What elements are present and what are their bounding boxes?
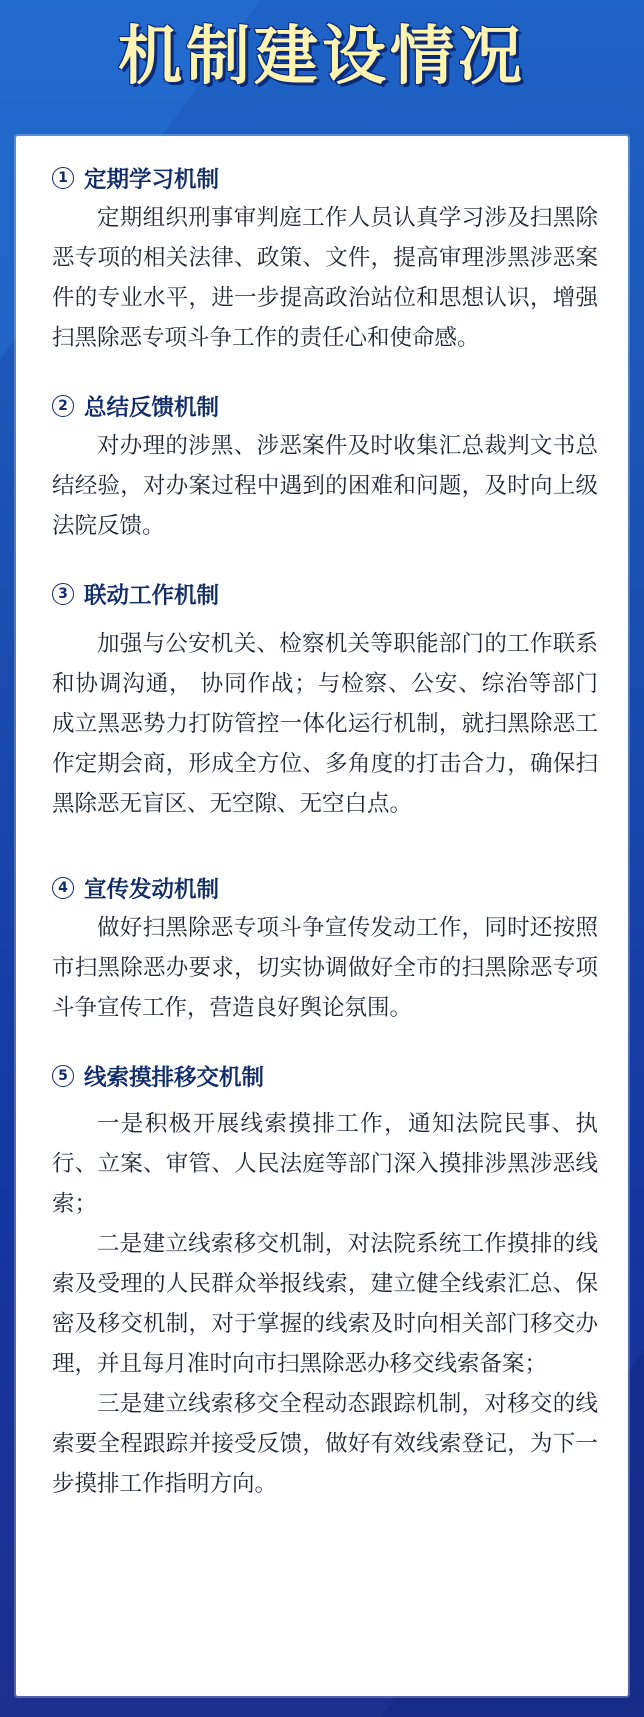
section-paragraph: 对办理的涉黑、涉恶案件及时收集汇总裁判文书总结经验，对办案过程中遇到的困难和问题，及时向上级法院反馈。 — [52, 433, 598, 539]
section-heading — [52, 868, 598, 908]
section-title: 总结反馈机制 — [84, 395, 220, 421]
section-title: 联动工作机制 — [84, 583, 220, 609]
section-heading — [52, 386, 598, 426]
section-heading — [52, 1056, 598, 1096]
circled-number: 5 — [52, 1065, 74, 1087]
section-title: 宣传发动机制 — [84, 877, 220, 903]
page-title: 机制建设情况 — [118, 20, 526, 94]
section-paragraph: 二是建立线索移交机制，对法院系统工作摸排的线索及受理的人民群众举报线索，建立健全线索汇总、保密及移交机制，对于掌握的线索及时向相关部门移交办理，并且每月准时向市扫黑除恶办移交线索备案； — [52, 1231, 598, 1377]
section-publicity-mechanism — [52, 868, 598, 1028]
section-study-mechanism — [52, 158, 598, 358]
section-linkage-mechanism — [52, 574, 598, 824]
section-paragraph: 加强与公安机关、检察机关等职能部门的工作联系和协调沟通， 协同作战；与检察、公安、综治等部门成立黑恶势力打防管控一体化运行机制，就扫黑除恶工作定期会商，形成全方位、多角度的打击合力，确保扫黑除恶无盲区、无空隙、无空白点。 — [52, 631, 598, 817]
circled-number: 2 — [52, 395, 74, 417]
section-clue-mechanism — [52, 1056, 598, 1504]
section-paragraph: 做好扫黑除恶专项斗争宣传发动工作，同时还按照市扫黑除恶办要求，切实协调做好全市的扫黑除恶专项斗争宣传工作，营造良好舆论氛围。 — [52, 915, 598, 1021]
circled-number: 3 — [52, 583, 74, 605]
section-heading — [52, 158, 598, 198]
circled-number: 1 — [52, 167, 74, 189]
section-feedback-mechanism — [52, 386, 598, 546]
section-title: 线索摸排移交机制 — [84, 1065, 265, 1091]
section-paragraph: 定期组织刑事审判庭工作人员认真学习涉及扫黑除恶专项的相关法律、政策、文件，提高审理涉黑涉恶案件的专业水平，进一步提高政治站位和思想认识，增强扫黑除恶专项斗争工作的责任心和使命感。 — [52, 205, 598, 351]
section-heading — [52, 574, 598, 614]
section-paragraph: 一是积极开展线索摸排工作，通知法院民事、执行、立案、审管、人民法庭等部门深入摸排涉黑涉恶线索； — [52, 1111, 598, 1217]
content-card — [16, 136, 628, 1696]
section-title: 定期学习机制 — [84, 167, 220, 193]
circled-number: 4 — [52, 877, 74, 899]
section-paragraph: 三是建立线索移交全程动态跟踪机制，对移交的线索要全程跟踪并接受反馈，做好有效线索登记，为下一步摸排工作指明方向。 — [52, 1391, 598, 1497]
